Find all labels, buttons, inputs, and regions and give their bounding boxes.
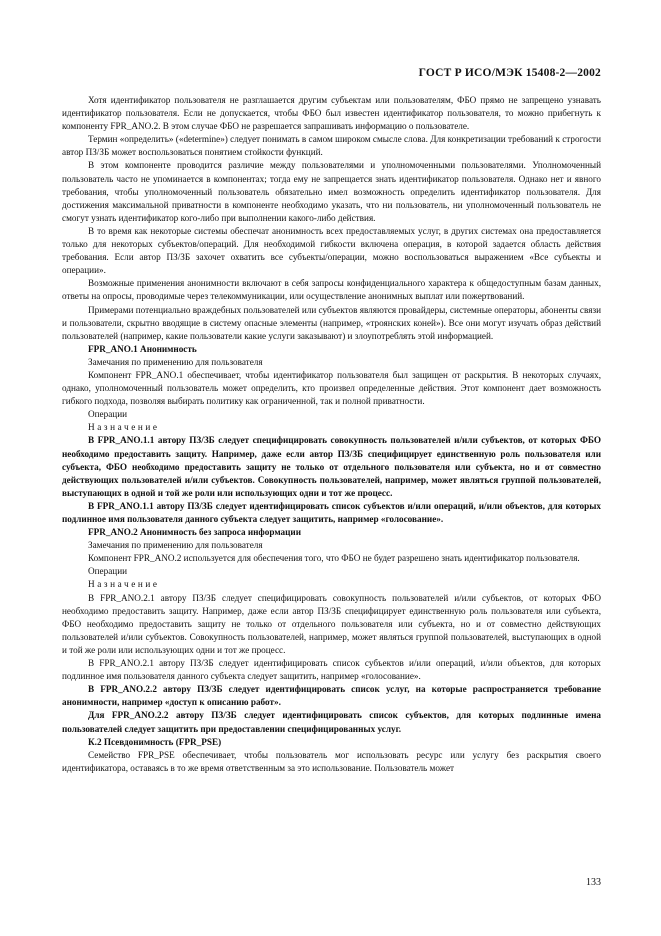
paragraph: Операции [88, 566, 128, 577]
paragraph: Возможные применения анонимности включают в себя запросы конфиденциального характера к общедоступным базам данных, ответы на опросы, проводимые через телекоммуникации, или осуществление анонимных выплат или пожертвований. [62, 278, 601, 302]
paragraph: FPR_ANO.2 Анонимность без запроса информации [88, 527, 302, 538]
paragraph: В FPR_ANO.1.1 автору ПЗ/ЗБ следует идентифицировать список субъектов и/или операций, и/или объектов, для которых подлинное имя пользователя данного субъекта следует защитить, например «голосование». [62, 500, 601, 524]
paragraph: FPR_ANO.1 Анонимность [88, 343, 197, 354]
paragraph: В то время как некоторые системы обеспечат анонимность всех предоставляемых услуг, в других системах она предоставляется только для некоторых субъектов/операций. Для необходимой гибкости включена операция, в которой задается область действия требования. Если автор ПЗ/ЗБ захочет охватить все субъекты/операции, можно воспользоваться выражением «Все субъекты и операции». [62, 225, 601, 276]
paragraph: Хотя идентификатор пользователя не разглашается другим субъектам или пользователям, ФБО прямо не запрещено узнавать идентификатор пользователя. Если не допускается, чтобы ФБО был известен идентификатор пользователя, то можно прибегнуть к компоненту FPR_ANO.2. В этом случае ФБО не разрешается запрашивать информацию о пользователе. [62, 95, 601, 132]
paragraph: Примерами потенциально враждебных пользователей или субъектов являются провайдеры, системные операторы, абоненты связи и пользователи, скрытно вводящие в систему опасные элементы (например, «троянских коней»). Все они могут изучать образ действий пользователей (например, какие пользователи какие услуги заказывают) и злоупотреблять этой информацией. [62, 304, 601, 341]
paragraph: Для FPR_ANO.2.2 автору ПЗ/ЗБ следует идентифицировать список субъектов, для которых подлинные имена пользователей следует защитить при предоставлении специфицированных услуг. [62, 710, 601, 734]
paragraph: Термин «определить» («determine») следует понимать в самом широком смысле слова. Для конкретизации требований к строгости автор ПЗ/ЗБ может воспользоваться понятием стойкости функций. [62, 134, 601, 158]
paragraph: В FPR_ANO.2.2 автору ПЗ/ЗБ следует идентифицировать список услуг, на которые распространяется требование анонимности, например «доступ к описанию работ». [62, 684, 601, 708]
paragraph: Назначение [88, 422, 160, 433]
paragraph: Компонент FPR_ANO.2 используется для обеспечения того, что ФБО не будет разрешено знать идентификатор пользователя. [88, 553, 580, 564]
paragraph: Семейство FPR_PSE обеспечивает, чтобы пользователь мог использовать ресурс или услугу без раскрытия своего идентификатора, оставаясь в то же время ответственным за это использование. Пользователь может [62, 749, 601, 773]
document-body [62, 94, 601, 775]
document-header: ГОСТ Р ИСО/МЭК 15408-2—2002 [418, 67, 601, 79]
paragraph: Замечания по применению для пользователя [88, 540, 263, 551]
paragraph: К.2 Псевдонимность (FPR_PSE) [88, 736, 222, 747]
paragraph: В FPR_ANO.1.1 автору ПЗ/ЗБ следует специфицировать совокупность пользователей и/или субъектов, от которых ФБО необходимо предоставить защиту. Например, даже если автор ПЗ/ЗБ специфицирует единственную роль пользователя или субъекта, ФБО необходимо предоставить защиту не только от отдельного пользователя или субъекта, но и от совместно действующих пользователей и/или субъектов. Совокупность пользователей, например, может являться группой пользователей, выступающих в одной и той же роли или использующих одни и тот же процесс. [62, 435, 601, 498]
paragraph: В этом компоненте проводится различие между пользователями и уполномоченными пользователями. Уполномоченный пользователь часто не упоминается в компонентах; тогда ему не запрещается знать идентификатор пользователя. Однако нет и явного требования, чтобы уполномоченный пользователь обязательно имел возможность определить идентификатор пользователя. Для достижения максимальной приватности в компоненте необходимо указать, что ни пользователь, ни уполномоченный пользователь не смогут узнать идентификатор кого-либо при выполнении какого-либо действия. [62, 160, 601, 223]
paragraph: В FPR_ANO.2.1 автору ПЗ/ЗБ следует специфицировать совокупность пользователей и/или субъектов, от которых ФБО необходимо предоставить защиту. Например, даже если автор ПЗ/ЗБ специфицирует единственную роль пользователя или субъекта, ФБО необходимо предоставить защиту не только от отдельного пользователя или субъекта, но и от совместно действующих пользователей и/или субъектов. Совокупность пользователей, например, может являться группой пользователей, выступающих в одной и той же роли или использующих одни и тот же процесс. [62, 592, 601, 655]
paragraph: Назначение [88, 579, 160, 590]
paragraph: Компонент FPR_ANO.1 обеспечивает, чтобы идентификатор пользователя был защищен от раскрытия. В некоторых случаях, однако, уполномоченный пользователь может определить, кто произвел определенные действия. Этот компонент дает возможность гибкого подхода, позволяя выбирать политику как ограниченной, так и полной приватности. [62, 369, 601, 407]
paragraph: Замечания по применению для пользователя [88, 356, 263, 367]
paragraph: В FPR_ANO.2.1 автору ПЗ/ЗБ следует идентифицировать список субъектов и/или операций, и/или объектов, для которых подлинное имя пользователя данного субъекта следует защитить, например «голосование». [62, 658, 601, 682]
page-number: 133 [586, 877, 601, 888]
paragraph: Операции [88, 409, 128, 420]
